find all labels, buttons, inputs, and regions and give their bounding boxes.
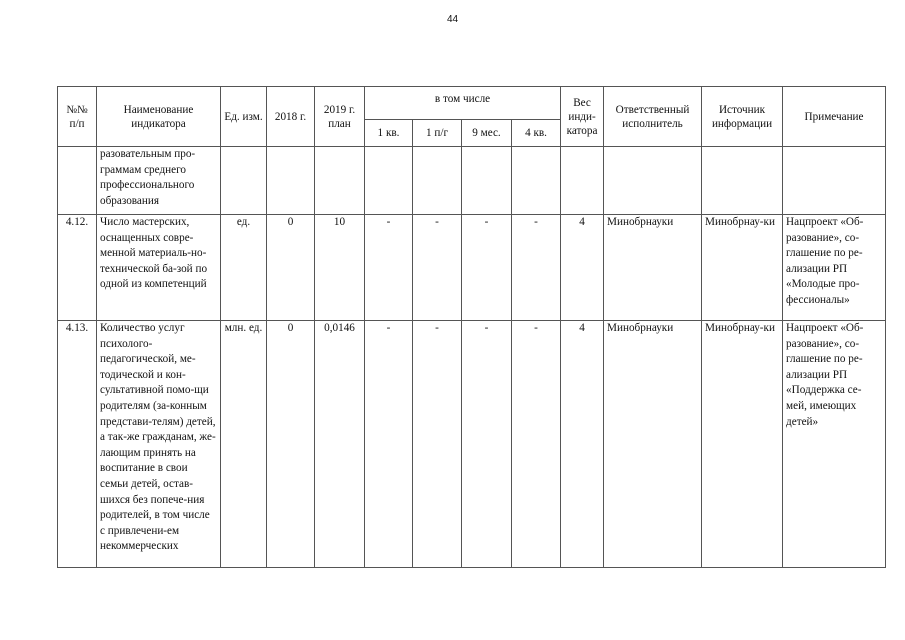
row-unit: млн. ед. (221, 321, 267, 568)
header-q1: 1 кв. (365, 120, 413, 147)
header-name: Наименование индикатора (97, 87, 221, 147)
row-2019 (315, 147, 365, 215)
table-row (58, 215, 886, 321)
row-source: Минобрнау-ки (702, 215, 783, 321)
row-q1: - (365, 215, 413, 321)
row-weight: 4 (561, 321, 604, 568)
row-q4: - (512, 215, 561, 321)
row-9-months: - (462, 321, 512, 568)
row-weight (561, 147, 604, 215)
header-unit: Ед. изм. (221, 87, 267, 147)
row-half-year (413, 147, 462, 215)
row-note (783, 147, 886, 215)
row-responsible (604, 147, 702, 215)
header-source: Источник информации (702, 87, 783, 147)
row-note: Нацпроект «Об-разование», со-глашение по ре-ализации РП «Молодые про-фессионалы» (783, 215, 886, 321)
row-2019: 0,0146 (315, 321, 365, 568)
header-num: №№ п/п (58, 87, 97, 147)
row-2018: 0 (267, 321, 315, 568)
table-row (58, 147, 886, 215)
header-q4: 4 кв. (512, 120, 561, 147)
row-9-months (462, 147, 512, 215)
page-number: 44 (446, 14, 459, 25)
row-half-year: - (413, 215, 462, 321)
row-q4 (512, 147, 561, 215)
row-unit (221, 147, 267, 215)
row-unit: ед. (221, 215, 267, 321)
table-row (58, 321, 886, 568)
row-q4: - (512, 321, 561, 568)
row-2018 (267, 147, 315, 215)
row-source (702, 147, 783, 215)
header-2019-plan: 2019 г. план (315, 87, 365, 147)
header-half-year: 1 п/г (413, 120, 462, 147)
row-9-months: - (462, 215, 512, 321)
row-half-year: - (413, 321, 462, 568)
header-note: Примечание (783, 87, 886, 147)
header-including: в том числе (365, 87, 561, 120)
table-header (58, 87, 886, 147)
row-responsible: Минобрнауки (604, 321, 702, 568)
row-responsible: Минобрнауки (604, 215, 702, 321)
row-num: 4.12. (58, 215, 97, 321)
row-name: Число мастерских, оснащенных совре-менной материаль-но- технической ба-зой по одной из компетенций (97, 215, 221, 321)
row-q1 (365, 147, 413, 215)
header-9-months: 9 мес. (462, 120, 512, 147)
row-num (58, 147, 97, 215)
header-2018: 2018 г. (267, 87, 315, 147)
row-weight: 4 (561, 215, 604, 321)
row-2019: 10 (315, 215, 365, 321)
row-name: Количество услуг психолого-педагогической, ме-тодической и кон-сультативной помо-щи родителям (за-конным представи-телям) детей, а так-же гражданам, же-лающим принять на воспитание в свои семьи детей, остав-шихся без попече-ния родителей, в том числе с привлечени-ем некоммерческих (97, 321, 221, 568)
header-weight: Вес инди-катора (561, 87, 604, 147)
row-num: 4.13. (58, 321, 97, 568)
indicators-table (57, 86, 886, 568)
row-name: разовательным про-граммам среднего профессионального образования (97, 147, 221, 215)
row-q1: - (365, 321, 413, 568)
row-2018: 0 (267, 215, 315, 321)
row-note: Нацпроект «Об-разование», со-глашение по ре-ализации РП «Поддержка се-мей, имеющих детей» (783, 321, 886, 568)
row-source: Минобрнау-ки (702, 321, 783, 568)
header-responsible: Ответственный исполнитель (604, 87, 702, 147)
